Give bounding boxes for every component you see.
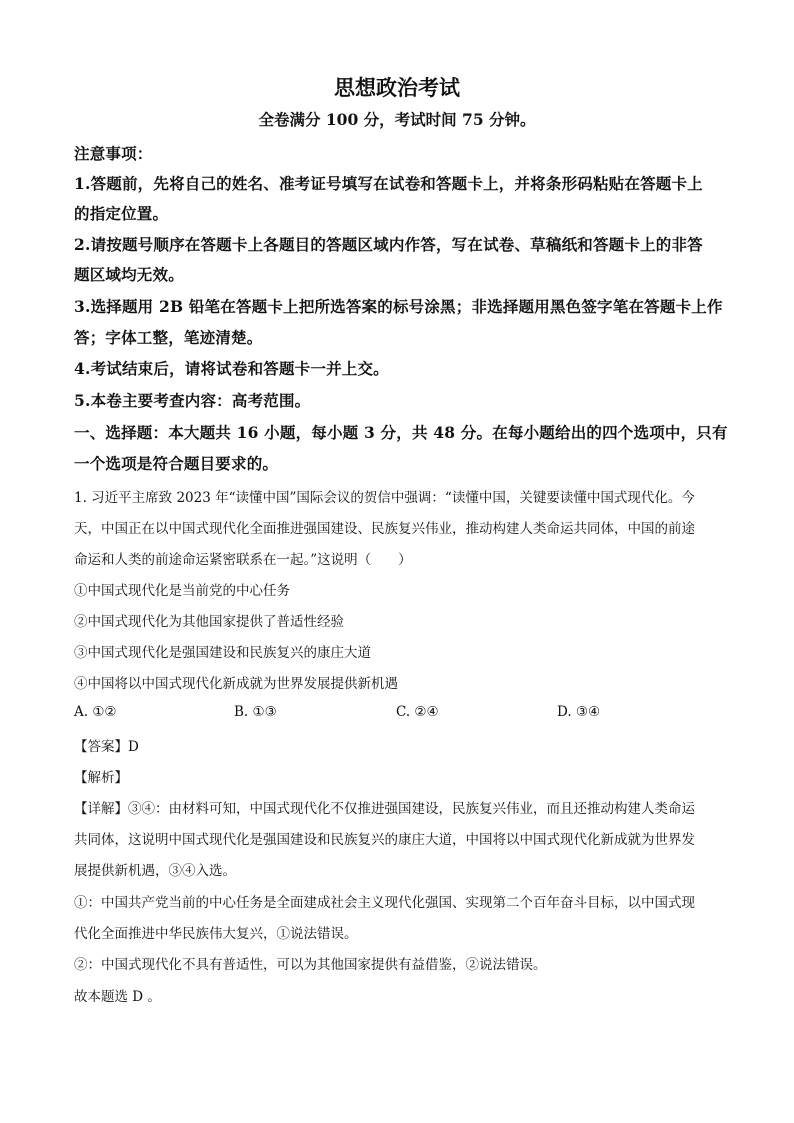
notice-heading: 注意事项： <box>74 144 153 163</box>
detail-line: ①：中国共产党当前的中心任务是全面建成社会主义现代化强国、实现第二个百年奋斗目标，以中国式现 <box>74 895 695 911</box>
detail-line: 共同体，这说明中国式现代化是强国建设和民族复兴的康庄大道，中国将以中国式现代化新成就为世界发 <box>74 832 695 848</box>
statement: ③中国式现代化是强国建设和民族复兴的康庄大道 <box>74 645 371 661</box>
detail-line: ②：中国式现代化不具有普适性，可以为其他国家提供有益借鉴，②说法错误。 <box>74 957 547 973</box>
notice-line: 的指定位置。 <box>74 204 169 223</box>
choice-b: B. ①③ <box>234 704 277 720</box>
section-heading: 一、选择题：本大题共 16 小题，每小题 3 分，共 48 分。在每小题给出的四个选项中，只有 <box>74 423 728 442</box>
choice-c: C. ②④ <box>396 704 439 720</box>
analysis-label: 【解析】 <box>74 770 128 786</box>
notice-line: 2.请按题号顺序在答题卡上各题目的答题区域内作答，写在试卷、草稿纸和答题卡上的非答 <box>74 235 703 254</box>
notice-line: 题区域均无效。 <box>74 265 184 284</box>
choice-d: D. ③④ <box>557 704 601 720</box>
answer: 【答案】D <box>74 739 139 755</box>
statement: ①中国式现代化是当前党的中心任务 <box>74 583 290 599</box>
notice-line: 答；字体工整，笔迹清楚。 <box>74 328 263 347</box>
notice-line: 3.选择题用 2B 铅笔在答题卡上把所选答案的标号涂黑；非选择题用黑色签字笔在答题卡上作 <box>74 297 723 316</box>
section-heading: 一个选项是符合题目要求的。 <box>74 454 279 473</box>
detail-line: 故本题选 D 。 <box>74 989 161 1005</box>
notice-line: 4.考试结束后，请将试卷和答题卡一并上交。 <box>74 359 389 378</box>
detail-line: 展提供新机遇，③④入选。 <box>74 863 236 879</box>
detail-line: 【详解】③④：由材料可知，中国式现代化不仅推进强国建设，民族复兴伟业，而且还推动构建人类命运 <box>74 801 695 817</box>
detail-line: 代化全面推进中华民族伟大复兴，①说法错误。 <box>74 926 358 942</box>
statement: ④中国将以中国式现代化新成就为世界发展提供新机遇 <box>74 676 398 692</box>
question-stem: 1. 习近平主席致 2023 年“读懂中国”国际会议的贺信中强调：“读懂中国，关键要读懂中国式现代化。今 <box>74 490 695 506</box>
statement: ②中国式现代化为其他国家提供了普适性经验 <box>74 614 344 630</box>
notice-line: 5.本卷主要考查内容：高考范围。 <box>74 391 311 410</box>
notice-line: 1.答题前，先将自己的姓名、准考证号填写在试卷和答题卡上，并将条形码粘贴在答题卡上 <box>74 174 703 193</box>
exam-subtitle: 全卷满分 100 分，考试时间 75 分钟。 <box>258 110 536 129</box>
page-title: 思想政治考试 <box>334 75 460 100</box>
question-stem: 天，中国正在以中国式现代化全面推进强国建设、民族复兴伟业，推动构建人类命运共同体，中国的前途 <box>74 521 695 537</box>
question-stem: 命运和人类的前途命运紧密联系在一起。”这说明（ ） <box>74 552 412 568</box>
choice-a: A. ①② <box>74 704 117 720</box>
